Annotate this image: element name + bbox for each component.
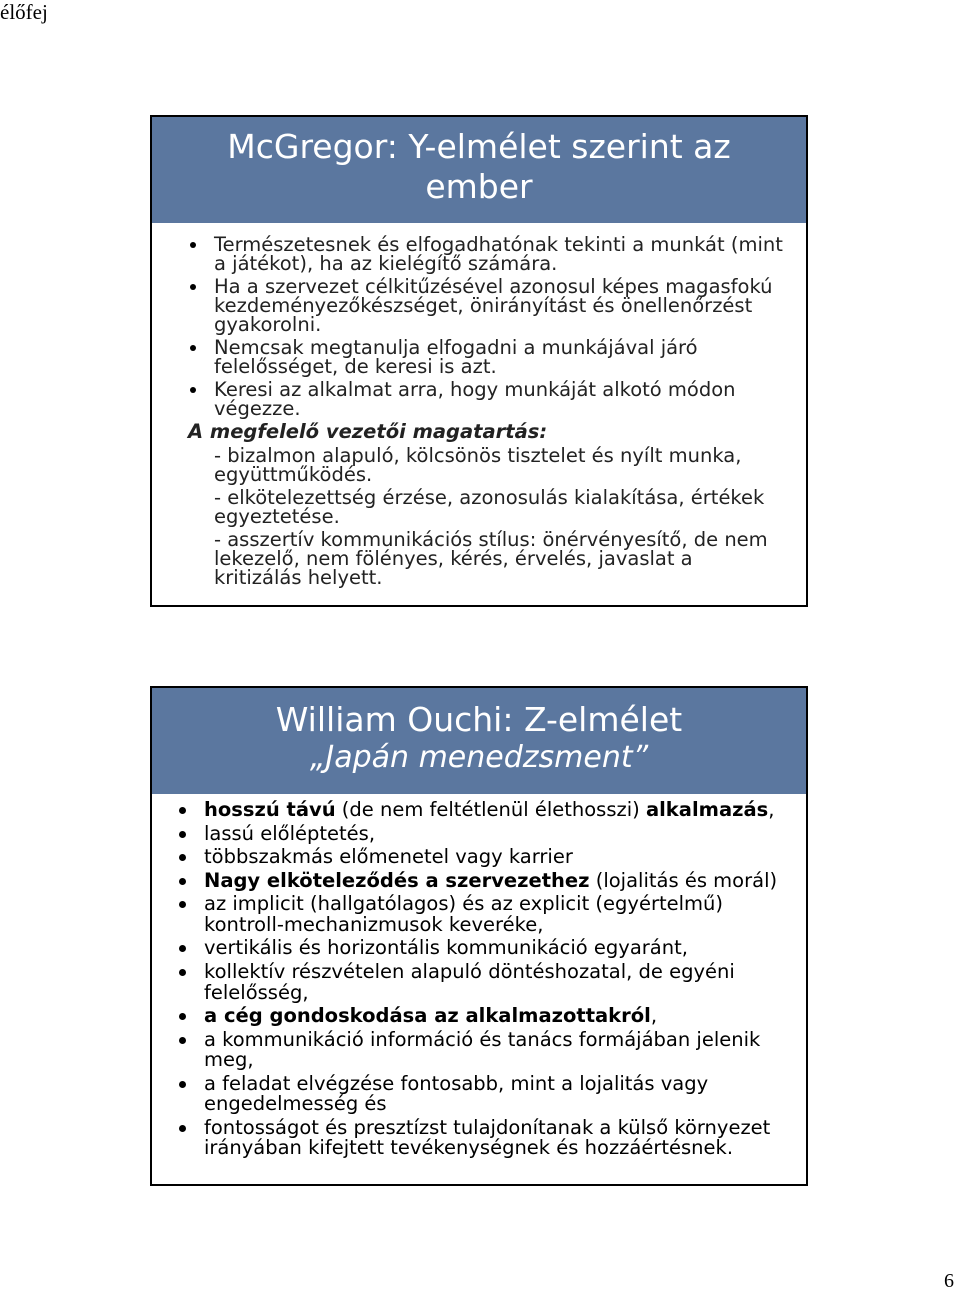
page-header: élőfej [0,0,48,24]
list-item: Ha a szervezet célkitűzésével azonosul képes magasfokú kezdeményezőkészséget, önirányítást és önellenőrzést gyakorolni. [188,277,786,334]
list-item: Keresi az alkalmat arra, hogy munkáját alkotó módon végezze. [188,380,786,418]
bold-text: alkalmazás [645,798,769,821]
bullet-list [188,235,786,418]
dash-item: - bizalmon alapuló, kölcsönös tisztelet és nyílt munka, együttműködés. [214,444,742,486]
list-item: kollektív részvételen alapuló döntéshozatal, de egyéni felelősség, [178,962,798,1003]
list-item: többszakmás előmenetel vagy karrier [178,847,798,868]
list-item: Természetesnek és elfogadhatónak tekinti a munkát (mint a játékot), ha az kielégítő számára. [188,235,786,273]
page-number: 6 [944,1270,954,1292]
item-text: (de nem feltétlenül élethosszi) [335,798,646,821]
list-item: fontosságot és presztízst tulajdonítanak a külső környezet irányában kifejtett tevékenységnek és hozzáértésnek. [178,1118,798,1159]
bold-text: hosszú távú [204,798,336,821]
list-item [178,868,798,892]
list-item: Nemcsak megtanulja elfogadni a munkájával járó felelősséget, de keresi is azt. [188,338,786,376]
slide-title: McGregor: Y-elmélet szerint az ember [227,127,731,206]
item-text: , [768,798,775,821]
list-item: a kommunikáció információ és tanács formájában jelenik meg, [178,1030,798,1071]
slide-title: William Ouchi: Z-elmélet [275,700,683,739]
slide-title-bar [152,688,806,794]
bold-text: a cég gondoskodása az alkalmazottakról [204,1004,651,1028]
slide-body [188,235,786,591]
dash-item: - asszertív kommunikációs stílus: önérvényesítő, de nem lekezelő, nem fölényes, kérés, érvelés, javaslat a kritizálás helyett. [214,528,768,589]
slide-title-bar [152,117,806,223]
section-heading: A megfelelő vezetői magatartás: [188,420,548,443]
list-item [178,1006,798,1027]
item-text: , [650,1004,658,1028]
slide-body [178,800,798,1162]
list-item: a feladat elvégzése fontosabb, mint a lojalitás vagy engedelmesség és [178,1074,798,1115]
list-item: lassú előléptetés, [178,824,798,845]
item-text: (lojalitás és morál) [589,868,778,892]
slide-subtitle: „Japán menedzsment” [309,740,649,775]
list-item [178,800,798,821]
list-item: az implicit (hallgatólagos) és az explicit (egyértelmű) kontroll-mechanizmusok keveréke, [178,894,798,935]
list-item: vertikális és horizontális kommunikáció egyaránt, [178,938,798,959]
slide-ouchi [150,686,808,1186]
dash-item: - elkötelezettség érzése, azonosulás kialakítása, értékek egyeztetése. [214,486,765,528]
bold-text: Nagy elköteleződés a szervezethez [204,868,590,892]
bullet-list [178,800,798,1159]
slide-mcgregor [150,115,808,607]
